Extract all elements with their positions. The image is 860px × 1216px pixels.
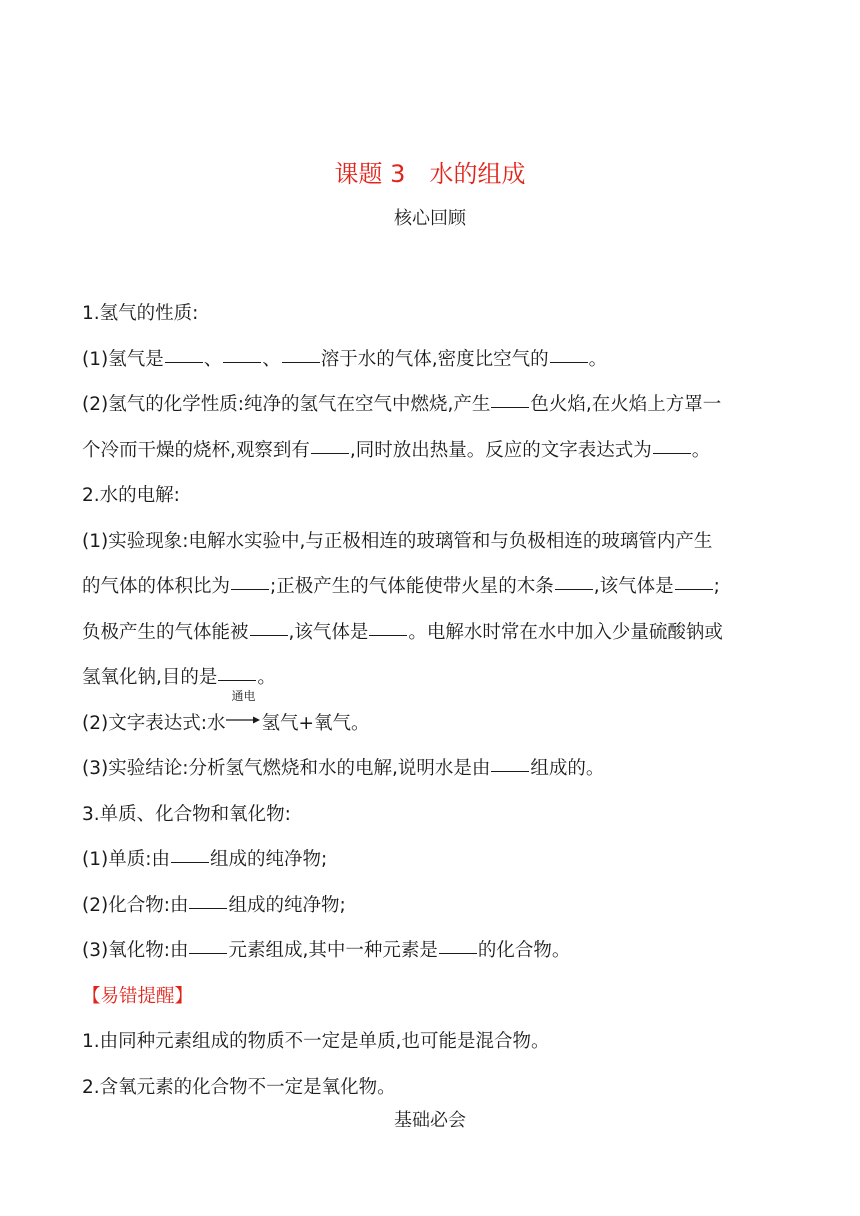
text: 。电解水时常在水中加入少量硫酸钠或 <box>408 621 723 643</box>
text: 氢气+氧气。 <box>261 712 370 734</box>
q2-line-3 <box>82 610 782 656</box>
text: 负极产生的气体能被 <box>82 621 249 643</box>
text: 。 <box>691 439 711 461</box>
text: 元素组成,其中一种元素是 <box>228 940 438 961</box>
text: 色火焰,在火焰上方罩一 <box>530 394 722 415</box>
q3-heading: 3.单质、化合物和氧化物: <box>82 803 291 825</box>
fill-blank[interactable] <box>218 679 256 681</box>
q3-line-2 <box>82 883 782 929</box>
text: 溶于水的气体,密度比空气的 <box>320 348 549 370</box>
text: 组成的纯净物; <box>228 894 346 916</box>
text: (3)实验结论:分析氢气燃烧和水的电解,说明水是由 <box>82 758 491 779</box>
text: (2)氢气的化学性质:纯净的氢气在空气中燃烧,产生 <box>82 394 491 415</box>
q2-line-4 <box>82 655 782 701</box>
fill-blank[interactable] <box>439 952 477 954</box>
fill-blank[interactable] <box>555 588 593 590</box>
q1-heading: 1.氢气的性质: <box>82 303 199 324</box>
text: 个冷而干燥的烧杯,观察到有 <box>82 439 310 461</box>
section-core-review: 核心回顾 <box>394 208 466 229</box>
fill-blank[interactable] <box>165 361 203 363</box>
text: (3)氧化物:由 <box>82 940 189 961</box>
q3-line-3 <box>82 928 782 974</box>
text: 的气体的体积比为 <box>82 576 231 597</box>
reminder-label: 【易错提醒】 <box>82 985 194 1007</box>
text: 组成的。 <box>530 758 605 779</box>
page-title <box>0 154 860 189</box>
reminder-1: 1.由同种元素组成的物质不一定是单质,也可能是混合物。 <box>82 1031 550 1052</box>
reaction-condition: 通电 <box>231 688 256 703</box>
text: 的化合物。 <box>477 940 571 961</box>
text: 氢氧化钠,目的是 <box>82 667 218 688</box>
q1-line-2 <box>82 382 782 428</box>
q2-equation <box>82 688 782 747</box>
fill-blank[interactable] <box>171 861 209 863</box>
q2-line-2 <box>82 564 782 610</box>
q2-line-6 <box>82 746 782 792</box>
text: 、 <box>262 348 281 370</box>
text: 。 <box>257 667 276 688</box>
text: ;正极产生的气体能使带火星的木条 <box>270 576 554 597</box>
text: 、 <box>203 348 223 370</box>
fill-blank[interactable] <box>491 770 529 772</box>
text: (2)化合物:由 <box>82 894 189 916</box>
fill-blank[interactable] <box>369 634 407 636</box>
text: (1)氢气是 <box>82 348 164 370</box>
fill-blank[interactable] <box>653 452 691 454</box>
text: 。 <box>588 348 608 370</box>
section-basic-must: 基础必会 <box>394 1110 466 1131</box>
reminder-2: 2.含氧元素的化合物不一定是氧化物。 <box>82 1076 396 1098</box>
fill-blank[interactable] <box>311 452 349 454</box>
fill-blank[interactable] <box>189 907 227 909</box>
lesson-name: 水的组成 <box>429 160 526 188</box>
fill-blank[interactable] <box>282 361 320 363</box>
fill-blank[interactable] <box>675 588 713 590</box>
text: ,该气体是 <box>593 576 674 597</box>
fill-blank[interactable] <box>231 588 269 590</box>
text: ,同时放出热量。反应的文字表达式为 <box>349 439 652 461</box>
text: (2)文字表达式:水 <box>82 712 226 734</box>
fill-blank[interactable] <box>250 634 288 636</box>
worksheet-content <box>82 291 782 1110</box>
q2-line-1: (1)实验现象:电解水实验中,与正极相连的玻璃管和与负极相连的玻璃管内产生 <box>82 530 713 552</box>
arrow-icon <box>225 715 261 725</box>
q3-line-1 <box>82 837 782 883</box>
reaction-arrow <box>225 688 261 729</box>
text: ,该气体是 <box>288 621 369 643</box>
lesson-number: 课题 3 <box>334 160 406 188</box>
text: 组成的纯净物; <box>209 849 328 870</box>
q2-heading: 2.水的电解: <box>82 485 180 506</box>
q1-line-1 <box>82 337 782 383</box>
fill-blank[interactable] <box>223 361 261 363</box>
q1-line-3 <box>82 428 782 474</box>
fill-blank[interactable] <box>491 406 529 408</box>
fill-blank[interactable] <box>550 361 588 363</box>
text: (1)单质:由 <box>82 849 170 870</box>
text: ; <box>713 576 720 597</box>
fill-blank[interactable] <box>189 952 227 954</box>
